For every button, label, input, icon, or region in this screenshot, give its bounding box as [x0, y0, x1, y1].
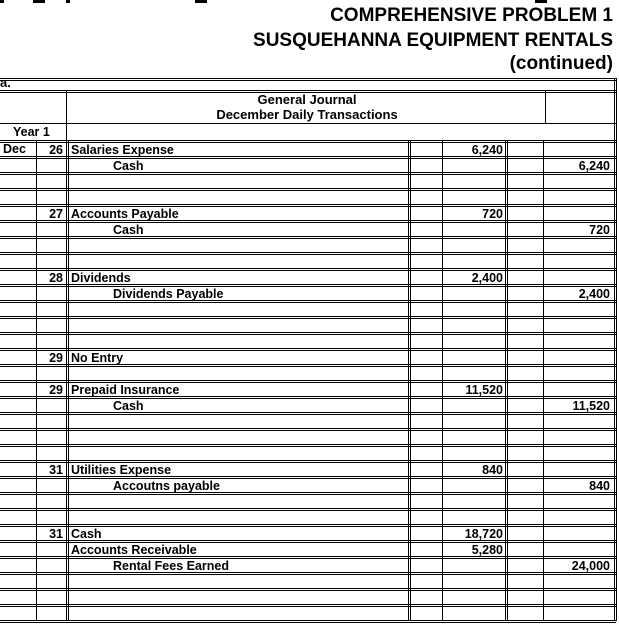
grid-row-line: [0, 620, 616, 623]
entry-day: 29: [49, 383, 63, 397]
entry-debit: 11,520: [465, 383, 503, 397]
grid-header-left: [66, 90, 67, 124]
journal-subheading: December Daily Transactions: [216, 107, 398, 122]
entry-account: Cash: [71, 527, 102, 541]
entry-credit: 11,520: [572, 399, 610, 413]
entry-day: 27: [49, 207, 63, 221]
grid-column-line: [66, 123, 67, 140]
grid-row-line: [0, 252, 616, 255]
month-label: Dec: [3, 142, 26, 156]
grid-row-line: [0, 172, 616, 175]
entry-credit: 24,000: [571, 559, 610, 573]
grid-top-border: [0, 78, 616, 81]
entry-day: 31: [49, 463, 63, 477]
entry-credit: 840: [589, 479, 610, 493]
part-label: a.: [0, 75, 11, 90]
grid-row-line: [0, 188, 616, 191]
entry-debit: 5,280: [471, 543, 503, 557]
grid-header-divider: [0, 123, 616, 124]
grid-row-line: [0, 492, 616, 495]
entry-account: Rental Fees Earned: [113, 559, 230, 573]
entry-account: Salaries Expense: [71, 143, 174, 157]
entry-account: No Entry: [71, 351, 124, 365]
top-rule-fragment: [195, 0, 207, 3]
grid-row-line: [0, 300, 616, 303]
entry-account: Cash: [113, 223, 144, 237]
grid-row-line: [0, 572, 616, 575]
entry-credit: 720: [589, 223, 610, 237]
entry-account: Accounts Payable: [71, 207, 179, 221]
journal-heading: General Journal: [257, 92, 357, 107]
entry-account: Dividends: [71, 271, 131, 285]
top-rule-fragment: [33, 0, 45, 3]
entry-day: 29: [49, 351, 63, 365]
year-label: Year 1: [13, 125, 50, 139]
grid-row-line: [0, 412, 616, 415]
grid-row-line: [0, 508, 616, 511]
top-rule-fragment: [66, 0, 70, 3]
title-line-1: COMPREHENSIVE PROBLEM 1: [330, 5, 613, 26]
entry-debit: 18,720: [464, 527, 503, 541]
entry-debit: 720: [482, 207, 503, 221]
entry-account: Cash: [113, 399, 144, 413]
entry-debit: 840: [482, 463, 503, 477]
grid-row-line: [0, 604, 616, 607]
entry-account: Accoutns payable: [113, 479, 220, 493]
grid-row-line: [0, 428, 616, 431]
grid-row-line: [0, 444, 616, 447]
grid-row-line: [0, 236, 616, 239]
entry-account: Dividends Payable: [113, 287, 224, 301]
entry-day: 31: [49, 527, 63, 541]
grid-row-line: [0, 588, 616, 591]
entry-day: 26: [49, 143, 63, 157]
entry-credit: 2,400: [578, 287, 610, 301]
title-line-2: SUSQUEHANNA EQUIPMENT RENTALS: [253, 30, 613, 51]
entry-debit: 6,240: [471, 143, 503, 157]
top-rule-fragment: [535, 0, 547, 3]
top-rule-fragment: [0, 0, 4, 3]
entry-account: Accounts Receivable: [71, 543, 197, 557]
entry-account: Utilities Expense: [71, 463, 172, 477]
entry-day: 28: [49, 271, 63, 285]
grid-header-right: [545, 90, 546, 124]
entry-debit: 2,400: [471, 271, 503, 285]
entry-credit: 6,240: [578, 159, 610, 173]
title-line-3: (continued): [509, 53, 613, 74]
grid-row-line: [0, 332, 616, 335]
entry-account: Prepaid Insurance: [71, 383, 180, 397]
grid-row-line: [0, 316, 616, 319]
entry-account: Cash: [113, 159, 144, 173]
